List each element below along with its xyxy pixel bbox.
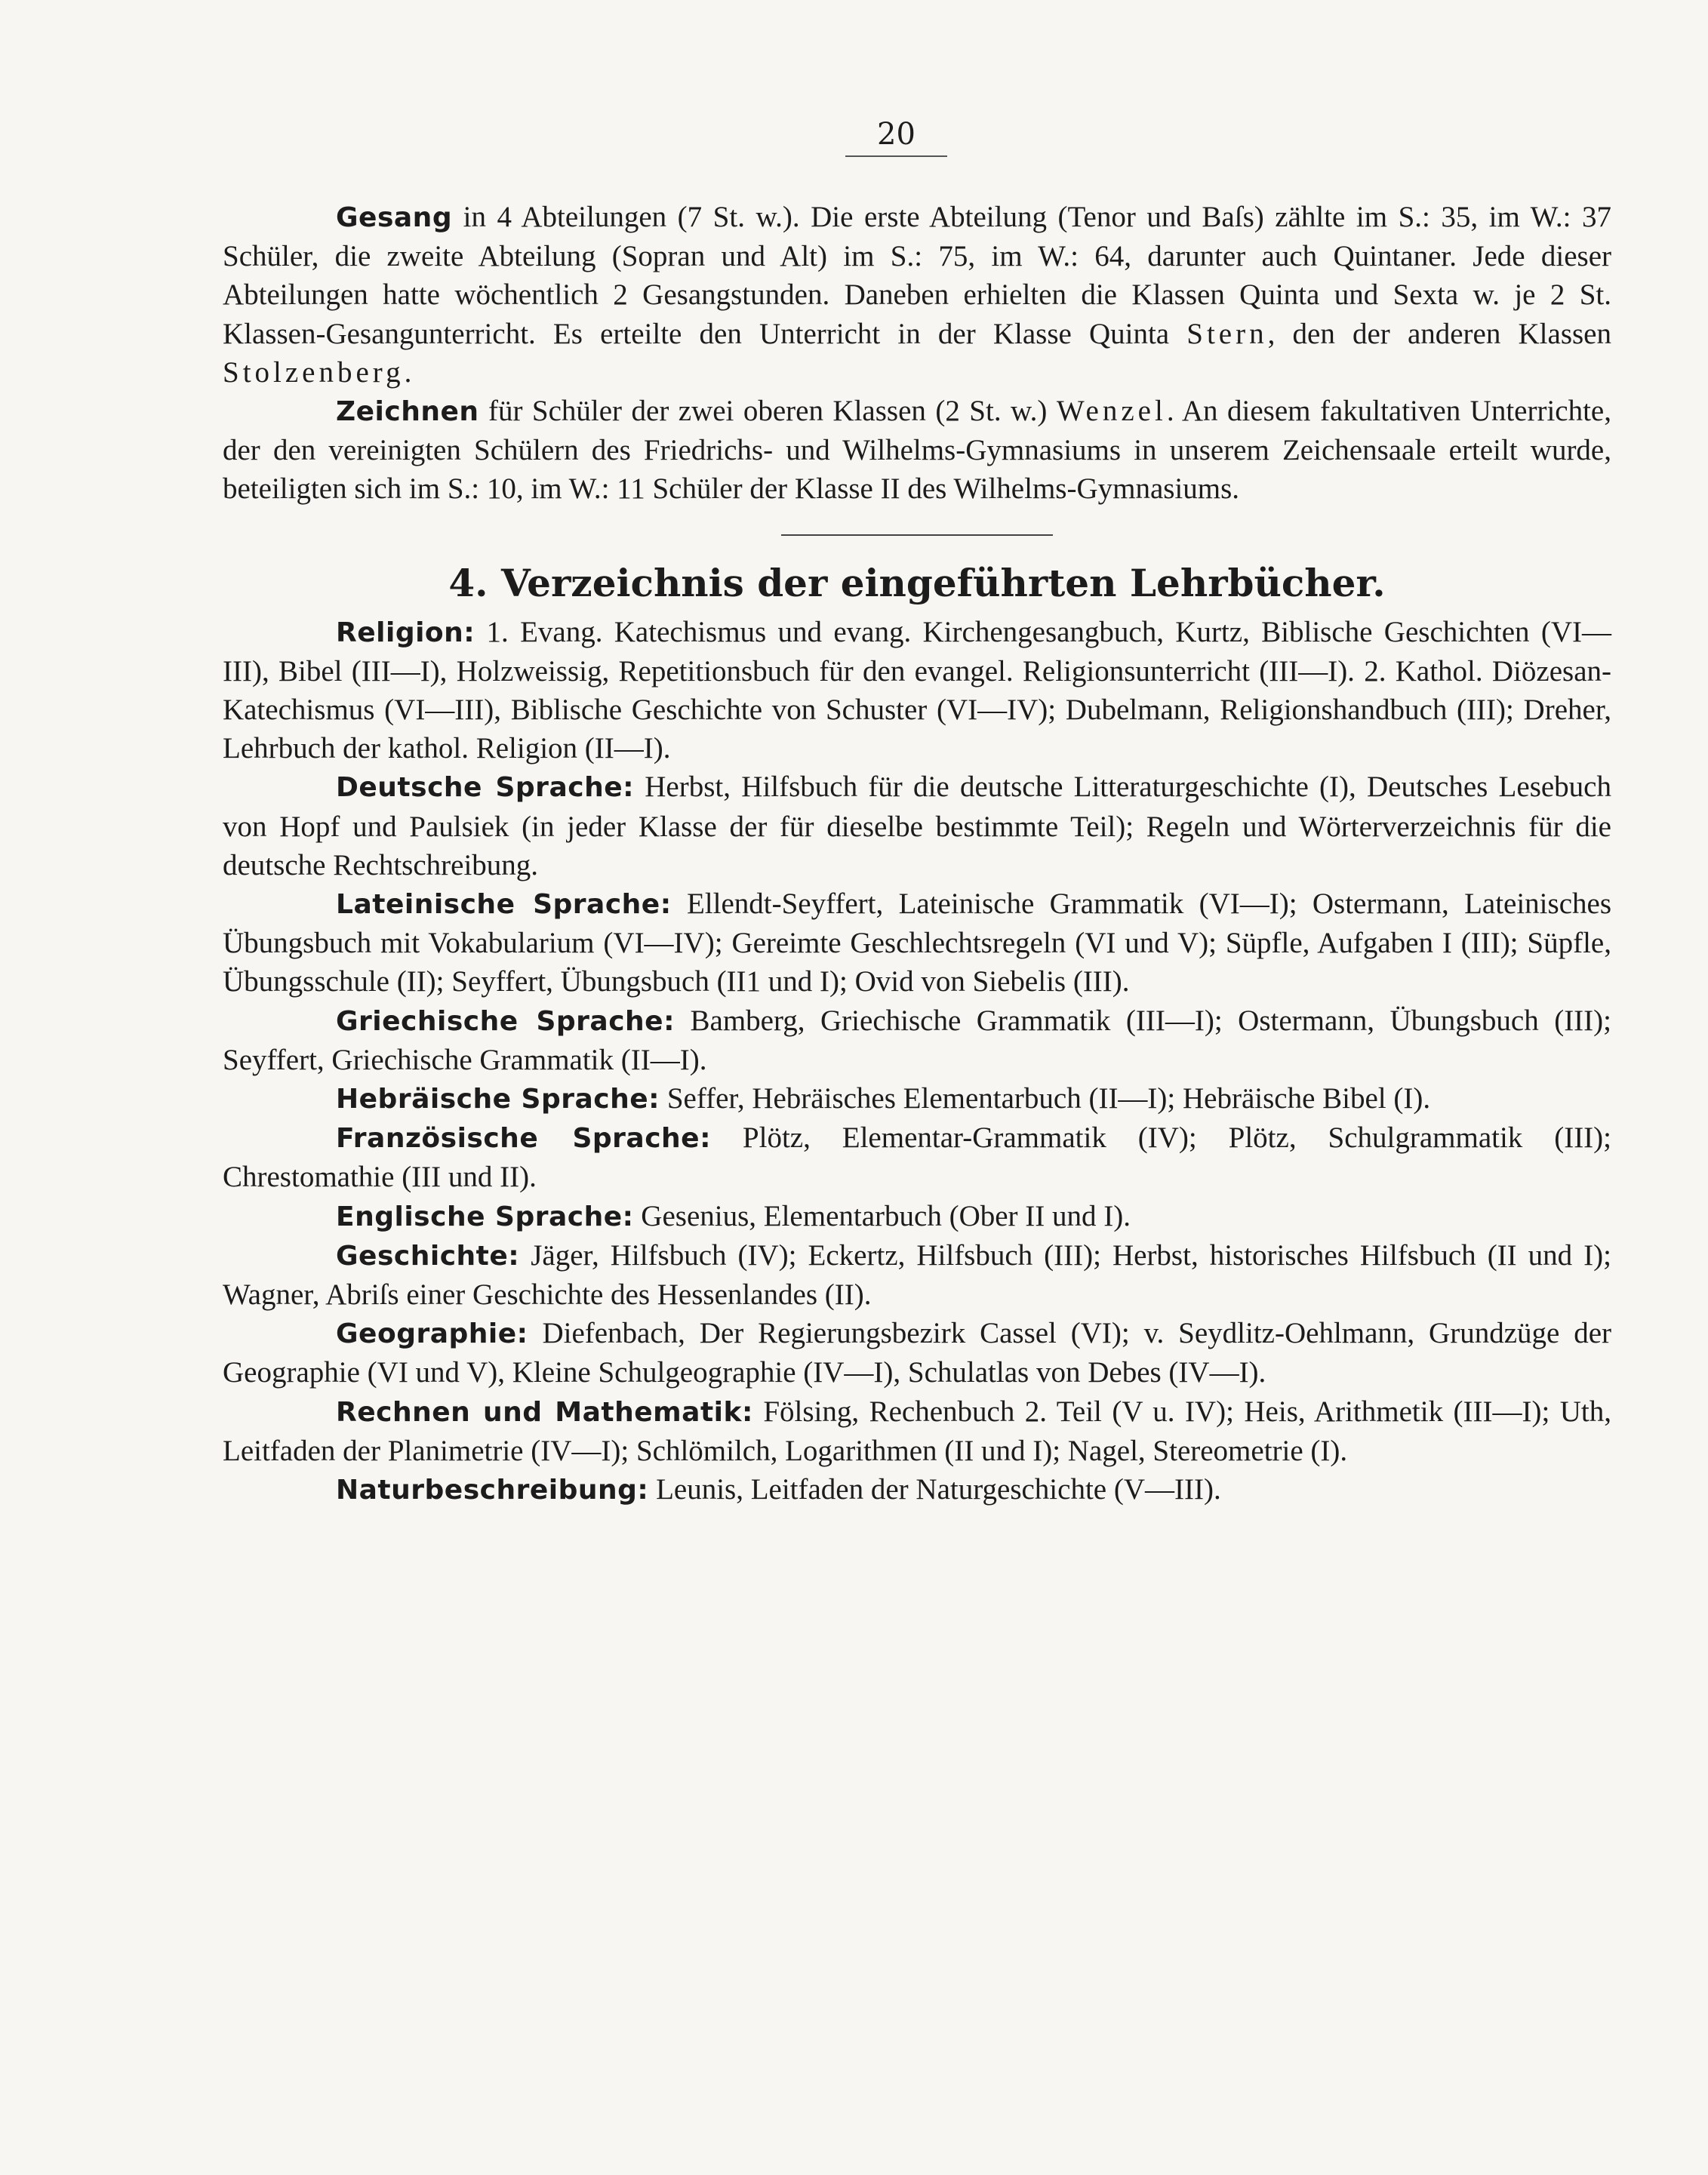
textbook-entry <box>223 1118 1611 1196</box>
textbook-entry <box>223 1079 1611 1118</box>
subject-label: Lateinische Sprache: <box>336 889 672 921</box>
textbook-entry <box>223 613 1611 768</box>
entry-text: Bamberg, Griechische Grammatik (III—I); Ostermann, Übungsbuch (III); Seyffert, Griechische Grammatik (II—I). <box>223 1004 1611 1076</box>
entry-text: Plötz, Elementar-Grammatik (IV); Plötz, Schulgrammatik (III); Chrestomathie (III und II). <box>223 1121 1611 1194</box>
entry-text: Seffer, Hebräisches Elementarbuch (II—I); Hebräische Bibel (I). <box>660 1082 1431 1115</box>
subject-label: Englische Sprache: <box>336 1201 634 1232</box>
textbook-list <box>223 613 1611 1510</box>
person-name: Stern <box>1186 317 1268 350</box>
page-body <box>223 198 1611 1509</box>
paragraph-text: . An diesem fakultativen Unterrichte, der den vereinigten Schülern des Friedrichs- und Wilhelms-Gymnasiums in unserem Zeichensaale erteilt wurde, beteiligten sich im S.: 10, im W.: 11 Schüler der Klasse II des Wilhelms-Gymnasiums. <box>223 395 1611 506</box>
subject-label: Rechnen und Mathematik: <box>336 1396 753 1428</box>
page-number: 20 <box>845 113 947 157</box>
person-name: Wenzel <box>1056 395 1167 428</box>
paragraph-text: für Schüler der zwei oberen Klassen (2 St. w.) <box>479 395 1057 428</box>
run-in-heading: Gesang <box>336 202 453 233</box>
textbook-entry <box>223 1470 1611 1509</box>
paragraph-gesang <box>223 198 1611 392</box>
entry-text: Diefenbach, Der Regierungsbezirk Cassel (VI); v. Seydlitz-Oehlmann, Grundzüge der Geographie (VI und V), Kleine Schulgeographie (IV—I), Schulatlas von Debes (IV—I). <box>223 1317 1611 1389</box>
subject-label: Hebräische Sprache: <box>336 1084 660 1115</box>
subject-label: Geographie: <box>336 1318 528 1350</box>
paragraph-zeichnen <box>223 392 1611 509</box>
run-in-heading: Zeichnen <box>336 396 479 428</box>
textbook-entry <box>223 1236 1611 1314</box>
person-name: Stolzenberg <box>223 355 405 389</box>
textbook-entry <box>223 884 1611 1001</box>
subject-label: Naturbeschreibung: <box>336 1475 649 1506</box>
section-heading: 4. Verzeichnis der eingeführten Lehrbücher. <box>448 560 1386 605</box>
paragraph-text: , den der anderen Klassen <box>1267 317 1611 350</box>
entry-text: Jäger, Hilfsbuch (IV); Eckertz, Hilfsbuch (III); Herbst, historisches Hilfsbuch (II und I); Wagner, Abriſs einer Geschichte des Hessenlandes (II). <box>223 1238 1611 1312</box>
textbook-entry <box>223 1001 1611 1079</box>
textbook-entry <box>223 1392 1611 1470</box>
textbook-entry <box>223 1314 1611 1392</box>
subject-label: Religion: <box>336 617 475 648</box>
subject-label: Französische Sprache: <box>336 1123 711 1155</box>
subject-label: Deutsche Sprache: <box>336 772 635 804</box>
entry-text: Leunis, Leitfaden der Naturgeschichte (V—III). <box>648 1473 1221 1506</box>
entry-text: Fölsing, Rechenbuch 2. Teil (V u. IV); Heis, Arithmetik (III—I); Uth, Leitfaden der Planimetrie (IV—I); Schlömilch, Logarithmen (II und I); Nagel, Stereometrie (I). <box>223 1395 1611 1467</box>
entry-text: Ellendt-Seyffert, Lateinische Grammatik (VI—I); Ostermann, Lateinisches Übungsbuch mit Vokabularium (VI—IV); Gereimte Geschlechtsregeln (VI und V); Süpfle, Aufgaben I (III); Süpfle, Übungsschule (II); Seyffert, Übungsbuch (II1 und I); Ovid von Siebelis (III). <box>223 888 1611 998</box>
subject-label: Griechische Sprache: <box>336 1005 675 1037</box>
section-divider <box>781 534 1053 536</box>
entry-text: Herbst, Hilfsbuch für die deutsche Litteraturgeschichte (I), Deutsches Lesebuch von Hopf und Paulsiek (in jeder Klasse der für dieselbe bestimmte Teil); Regeln und Wörterverzeichnis für die deutsche Rechtschreibung. <box>223 771 1611 881</box>
textbook-entry <box>223 1197 1611 1236</box>
subject-label: Geschichte: <box>336 1240 520 1272</box>
entry-text: Gesenius, Elementarbuch (Ober II und I). <box>633 1199 1131 1232</box>
textbook-entry <box>223 768 1611 884</box>
entry-text: 1. Evang. Katechismus und evang. Kirchengesangbuch, Kurtz, Biblische Geschichten (VI—III), Bibel (III—I), Holzweissig, Repetitionsbuch für den evangel. Religionsunterricht (III—I). 2. Kathol. Diözesan-Katechismus (VI—III), Biblische Geschichte von Schuster (VI—IV); Dubelmann, Religionshandbuch (III); Dreher, Lehrbuch der kathol. Religion (II—I). <box>223 615 1611 765</box>
paragraph-text: . <box>404 355 412 389</box>
paragraph-text: in 4 Abteilungen (7 St. w.). Die erste Abteilung (Tenor und Baſs) zählte im S.: 35, im W.: 37 Schüler, die zweite Abteilung (Sopran und Alt) im S.: 75, im W.: 64, darunter auch Quintaner. Jede dieser Abteilungen hatte wöchentlich 2 Gesangstunden. Daneben erhielten die Klassen Quinta und Sexta w. je 2 St. Klassen-Gesangunterricht. Es erteilte den Unterricht in der Klasse Quinta <box>223 201 1611 350</box>
